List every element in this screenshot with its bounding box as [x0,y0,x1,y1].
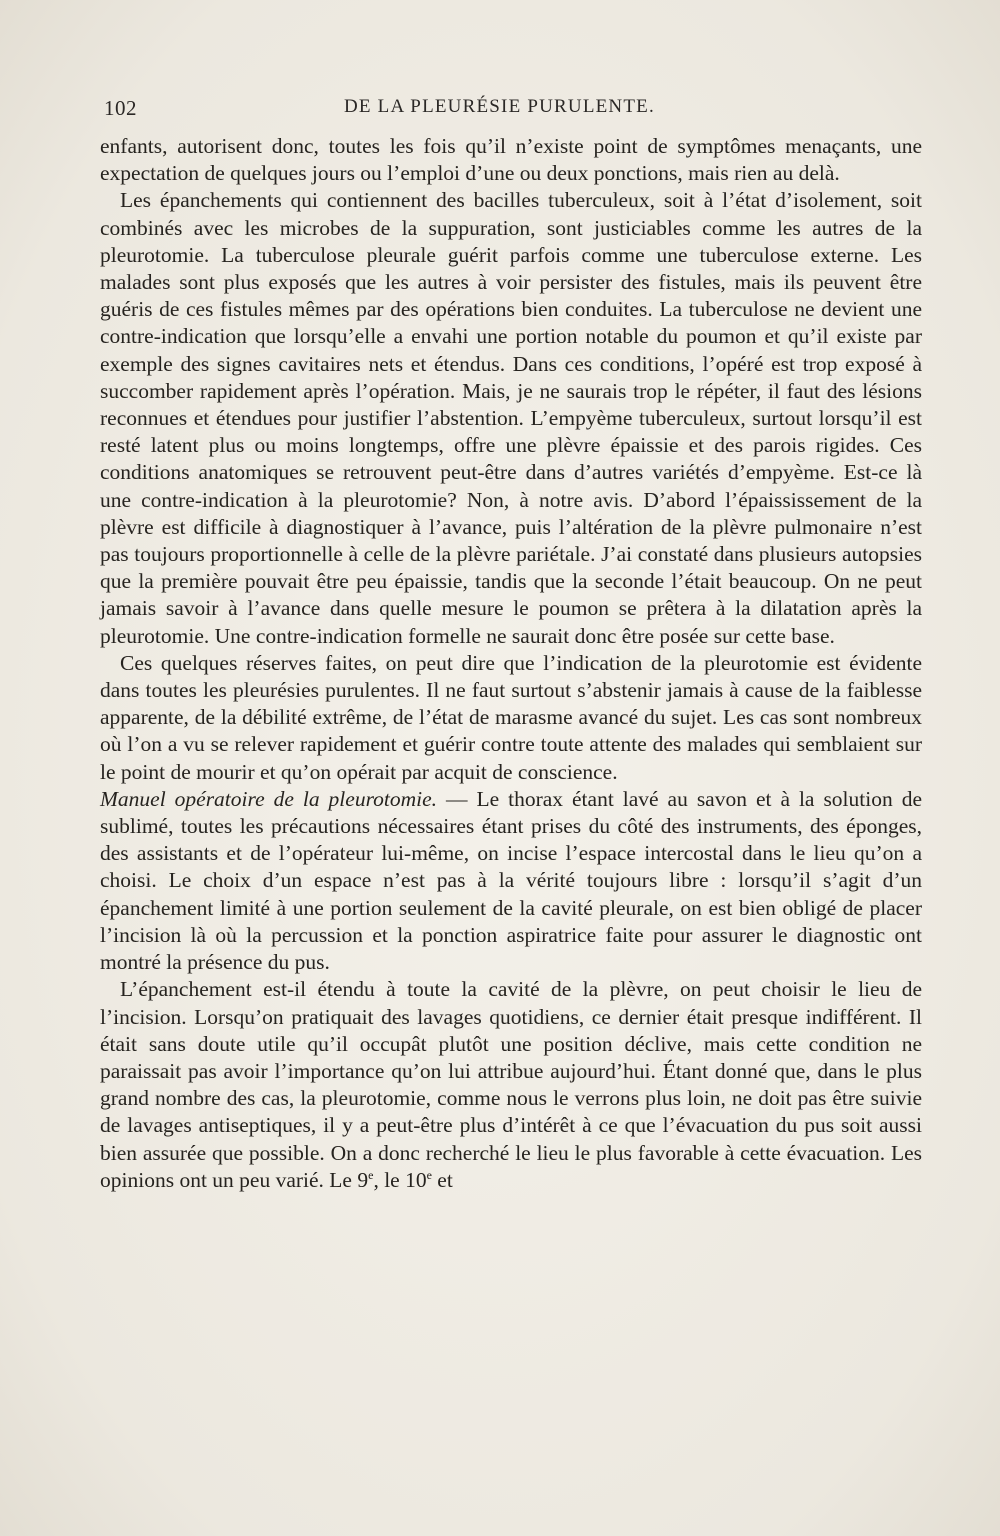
paragraph-2: Les épanchements qui contiennent des bacilles tuberculeux, soit à l’état d’isolement, soit combinés avec les microbes de la suppuration, sont justiciables comme les autres de la pleurotomie. La tuberculose pleurale guérit parfois comme une tuberculose externe. Les malades sont plus exposés que les autres à voir persister des fistules, mais ils peuvent être guéris de ces fistules mêmes par des opérations bien conduites. La tuberculose ne devient une contre-indication que lorsqu’elle a envahi une portion notable du poumon et qu’il existe par exemple des signes cavitaires nets et étendus. Dans ces conditions, l’opéré est trop exposé à succomber rapidement après l’opération. Mais, je ne saurais trop le répéter, il faut des lésions reconnues et étendues pour justifier l’abstention. L’empyème tuberculeux, surtout lorsqu’il est resté latent plus ou moins longtemps, offre une plèvre épaissie et des parois rigides. Ces conditions anatomiques se retrouvent peut-être dans d’autres variétés d’empyème. Est-ce là une contre-indication à la pleurotomie? Non, à notre avis. D’abord l’épaississement de la plèvre est difficile à diagnostiquer à l’avance, puis l’altération de la plèvre pulmonaire n’est pas toujours proportionnelle à celle de la plèvre pariétale. J’ai constaté dans plusieurs autopsies que la première pouvait être peu épaissie, tandis que la seconde l’était beaucoup. On ne peut jamais savoir à l’avance dans quelle mesure le poumon se prêtera à la dilatation après la pleurotomie. Une contre-indication formelle ne saurait donc être posée sur cette base. [100,188,922,648]
paragraph-4-text: — Le thorax étant lavé au savon et à la solution de sublimé, toutes les précautions nécessaires étant prises du côté des instruments, des éponges, des assistants et de l’opérateur lui-même, on incise l’espace intercostal dans le lieu qu’on a choisi. Le choix d’un espace n’est pas à la vérité toujours libre : lorsqu’il s’agit d’un épanchement limité à une portion seulement de la cavité pleurale, on est bien obligé de placer l’incision là où la percussion et la ponction aspiratrice faite pour assurer le diagnostic ont montré la présence du pus. [100,786,922,975]
running-head [104,96,916,126]
paragraph-5-text: L’épanchement est-il étendu à toute la cavité de la plèvre, on peut choisir le lieu de l’incision. Lorsqu’on pratiquait des lavages quotidiens, ce dernier était presque indifférent. Il était sans doute utile qu’il occupât plutôt une position déclive, mais cette condition ne paraissait pas avoir l’importance qu’on lui attribue aujourd’hui. Étant donné que, dans le plus grand nombre des cas, la pleurotomie, comme nous le verrons plus loin, ne doit pas être suivie de lavages antiseptiques, il y a peut-être plus d’intérêt à ce que l’évacuation du pus soit aussi bien assurée que possible. On a donc recherché le lieu le plus favorable à cette évacuation. Les opinions ont un peu varié. Le 9 [100,977,922,1192]
superscript-e: e [368,1167,374,1182]
body-text [100,133,922,1194]
paragraph-5-text-mid: , le 10 [373,1167,427,1192]
paragraph-1: enfants, autorisent donc, toutes les fois qu’il n’existe point de symptômes menaçants, une expectation de quelques jours ou l’emploi d’une ou deux ponctions, mais rien au delà. [100,134,922,186]
paragraph-3: Ces quelques réserves faites, on peut dire que l’indication de la pleurotomie est évidente dans toutes les pleurésies purulentes. Il ne faut surtout s’abstenir jamais à cause de la faiblesse apparente, de la débilité extrême, de l’état de marasme avancé du sujet. Les cas sont nombreux où l’on a vu se relever rapidement et guérir contre toute attente des malades qui semblaient sur le point de mourir et qu’on opérait par acquit de conscience. [100,650,922,784]
paragraph-4 [100,786,922,976]
superscript-e: e [426,1167,432,1182]
running-title: DE LA PLEURÉSIE PURULENTE. [344,96,655,117]
page-number: 102 [104,96,137,120]
paragraph-5-text-end: et [431,1167,453,1192]
section-heading: Manuel opératoire de la pleurotomie. [100,786,438,811]
paragraph-5 [100,976,922,1194]
